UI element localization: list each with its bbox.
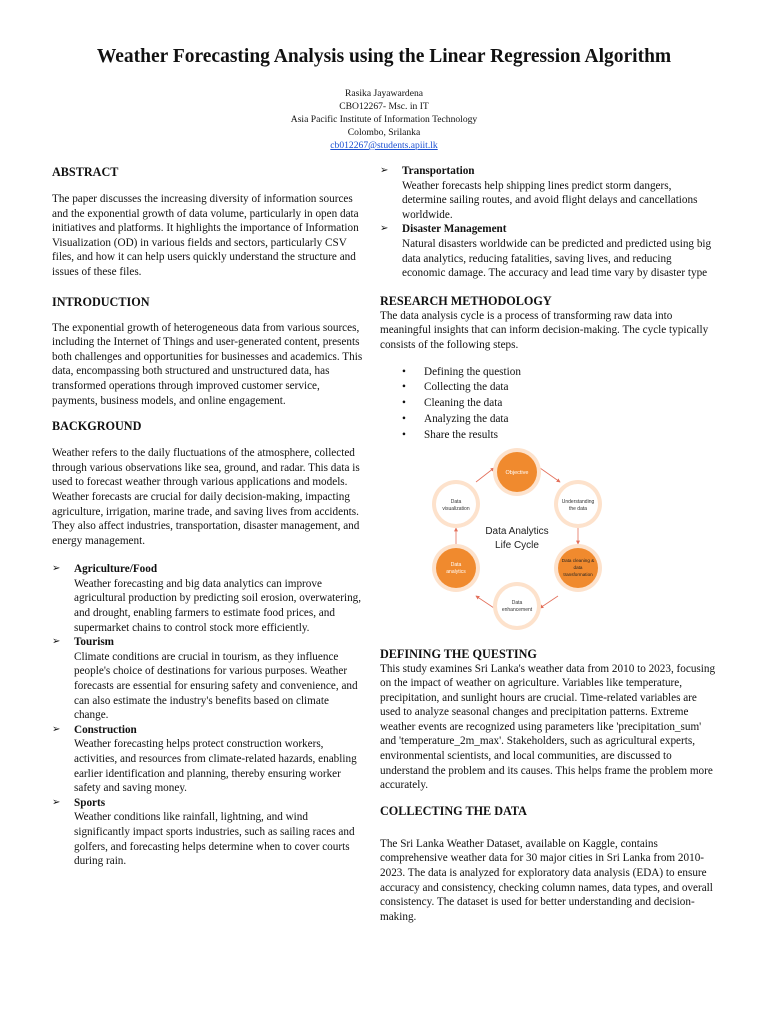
sector-title: Sports — [74, 796, 106, 809]
bullet-dot-icon: • — [402, 381, 406, 394]
arrow-bullet-icon: ➢ — [380, 165, 389, 176]
list-item — [52, 562, 366, 635]
author-block — [0, 87, 768, 152]
svg-text:analytics: analytics — [446, 568, 466, 575]
svg-text:Data: Data — [450, 561, 462, 568]
list-item — [52, 723, 366, 796]
sector-list-left — [52, 562, 366, 868]
svg-text:Data: Data — [511, 599, 523, 606]
author-id: CBO12267- Msc. in IT — [339, 101, 429, 112]
arrow-bullet-icon: ➢ — [52, 563, 61, 575]
list-item — [380, 222, 716, 280]
data-analytics-lifecycle-diagram — [428, 446, 608, 636]
methodology-steps — [380, 365, 716, 444]
author-institute: Asia Pacific Institute of Information Technology — [290, 114, 478, 125]
svg-text:Data cleaning &: Data cleaning & — [561, 557, 595, 563]
sector-text: Natural disasters worldwide can be predicted and predicted using big data analytics, reducing fatalities, saving lives, and reducing economic damage. The accuracy and lead time vary by disaster type — [402, 237, 712, 280]
collecting-text: The Sri Lanka Weather Dataset, available on Kaggle, contains comprehensive weather data for 30 major cities in Sri Lanka from 2010-2023. The data is analyzed for exploratory data analysis (EDA) to ensure accuracy and consistency, checking column names, data types, and overall consistency. The dataset is used for better understanding and decision-making. — [380, 837, 713, 923]
cycle-arrow — [540, 596, 558, 608]
paper-title: Weather Forecasting Analysis using the Linear Regression Algorithm — [96, 46, 672, 67]
node-data-analytics — [432, 544, 480, 592]
svg-text:the data: the data — [568, 505, 588, 512]
author-email-link[interactable]: cb012267@students.apiit.lk — [330, 140, 438, 151]
arrow-bullet-icon: ➢ — [52, 636, 61, 648]
methodology-heading: RESEARCH METHODOLOGY — [380, 293, 552, 308]
sector-text: Weather conditions like rainfall, lightning, and wind significantly impact sports industries, such as sailing races and golfers, and forecasting helps determine when to cover courts during rain. — [74, 811, 355, 868]
sector-title: Construction — [74, 723, 137, 736]
left-column — [52, 164, 366, 869]
svg-text:Objective: Objective — [505, 469, 529, 476]
node-data-visualization — [432, 480, 480, 528]
node-data-enhancement — [493, 582, 541, 630]
svg-text:Understanding: Understanding — [561, 498, 595, 505]
bullet-dot-icon: • — [402, 365, 406, 378]
sector-text: Climate conditions are crucial in tourism, as they influence people's choice of destinations for various purposes. Weather forecasts are essential for ensuring safety and convenience, and can also estimate the industry's benefits based on climate change. — [74, 650, 358, 722]
introduction-heading: INTRODUCTION — [52, 294, 150, 309]
arrow-bullet-icon: ➢ — [52, 723, 61, 735]
arrow-bullet-icon: ➢ — [380, 223, 389, 235]
right-column — [380, 164, 716, 924]
node-objective — [493, 448, 541, 496]
background-text: Weather refers to the daily fluctuations of the atmosphere, collected through various observations like sea, ground, and radar. This data is used to forecast weather through various applications and models. Weather forecasts are crucial for daily decision-making, impacting agriculture, irrigation, marine trade, and saving lives from accidents. They also affect industries, transportation, disaster management, and energy management. — [52, 447, 360, 547]
sector-text: Weather forecasting helps protect construction workers, activities, and resources from climate-related hazards, enabling earlier identification and planning, thereby ensuring worker safety and saving money. — [74, 738, 357, 795]
abstract-heading: ABSTRACT — [52, 165, 119, 179]
list-item: • Collecting the data — [380, 380, 716, 396]
sector-text: Weather forecasts help shipping lines predict storm dangers, determine sailing routes, and avoid flight delays and cancellations worldwide. — [402, 179, 698, 221]
author-name: Rasika Jayawardena — [344, 88, 424, 99]
abstract-text: The paper discusses the increasing diversity of information sources and the exponential growth of data volume, particularly in open data initiatives and platforms. It highlights the importance of Information Visualization (OD) in various fields and sectors, particularly CSV files, and how it can help users quickly understand the structure and issues of these files. — [52, 193, 359, 278]
svg-text:transformation: transformation — [563, 571, 593, 577]
sector-title: Transportation — [402, 165, 475, 177]
list-item — [52, 796, 366, 869]
background-heading: BACKGROUND — [52, 419, 142, 434]
collecting-heading: COLLECTING THE DATA — [380, 803, 527, 818]
bullet-dot-icon: • — [402, 397, 406, 410]
defining-text: This study examines Sri Lanka's weather data from 2010 to 2023, focusing on the impact of weather on agriculture. Variables like temperature, precipitation, and sunlight hours are crucial. Time-related variables are used to analyze seasonal changes and precipitation patterns. Extreme weather events are recognized using parameters like 'precipitation_sum' and 'temperature_2m_max'. Stakeholders, such as agricultural experts, environmental scientists, and local communities, are discussed to understand the problem and its causes. This helps frame the problem more accurately. — [380, 662, 716, 792]
list-item: • Share the results — [380, 428, 716, 444]
list-item — [380, 164, 716, 222]
cycle-arrow — [476, 596, 494, 608]
svg-text:Data: Data — [450, 498, 462, 505]
sector-text: Weather forecasting and big data analytics can improve agricultural production by predicting soil erosion, overwatering, and drought, enabling farmers to estimate food prices, and supermarket chains to control stock more efficiently. — [74, 577, 362, 634]
cycle-arrow — [540, 468, 560, 482]
introduction-text: The exponential growth of heterogeneous data from various sources, including the Internet of Things and user-generated content, presents both challenges and opportunities for businesses and academics. This data, encompassing both structured and unstructured data, has transformed operations through improved customer service, payments, business models, and online engagement. — [52, 321, 363, 407]
sector-list-right — [380, 164, 716, 281]
svg-text:enhancement: enhancement — [501, 606, 533, 613]
diagram-center-subtitle: Life Cycle — [495, 539, 539, 551]
methodology-text: The data analysis cycle is a process of transforming raw data into meaningful insights that can inform decision-making. The cycle typically consists of the following steps. — [380, 309, 709, 351]
sector-title: Tourism — [74, 636, 114, 649]
sector-title: Disaster Management — [402, 223, 507, 236]
list-item: • Cleaning the data — [380, 396, 716, 412]
bullet-dot-icon: • — [402, 428, 406, 441]
list-item: • Analyzing the data — [380, 412, 716, 428]
bullet-dot-icon: • — [402, 412, 406, 425]
list-item — [52, 635, 366, 723]
cycle-arrow — [476, 468, 494, 482]
list-item: • Defining the question — [380, 365, 716, 381]
defining-heading: DEFINING THE QUESTING — [380, 646, 537, 661]
node-understanding-data — [554, 480, 602, 528]
node-data-cleaning — [554, 544, 602, 592]
diagram-center-title: Data Analytics — [485, 525, 549, 537]
svg-text:data: data — [573, 564, 583, 570]
sector-title: Agriculture/Food — [74, 563, 158, 576]
author-location: Colombo, Srilanka — [347, 127, 421, 138]
svg-text:visualization: visualization — [442, 505, 470, 512]
arrow-bullet-icon: ➢ — [52, 796, 61, 808]
